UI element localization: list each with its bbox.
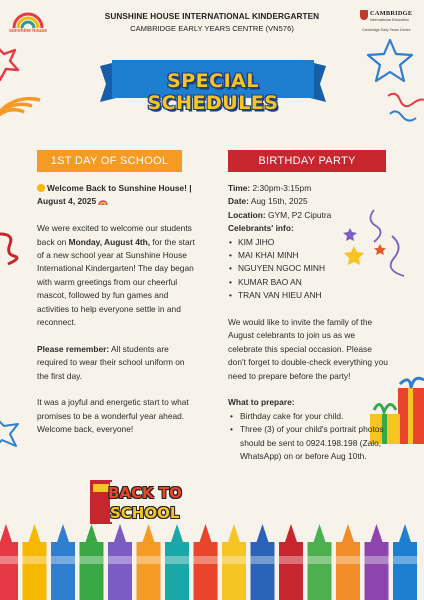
logo-text: sunshine house <box>8 28 48 34</box>
invite-paragraph: We would like to invite the family of the August celebrants to join us as we celebrate this special occasion. Please don't forget to double-check everything you need to prepare before the party! <box>228 317 388 381</box>
time-line <box>228 182 398 195</box>
list-item: • KUMAR BAO AN <box>228 276 398 289</box>
date-label: Date: <box>228 196 249 207</box>
crayon-icon <box>51 524 75 600</box>
celebrants-label-text: Celebrants' info: <box>228 223 294 234</box>
crayon-icon <box>279 524 303 600</box>
first-day-heading: 1ST DAY OF SCHOOL <box>37 150 182 172</box>
date-value: Aug 15th, 2025 <box>248 196 308 207</box>
prepare-list <box>228 410 388 464</box>
welcome-title: Welcome Back to Sunshine House! | August 4, 2025 <box>37 183 192 207</box>
list-item: • TRAN VAN HIEU ANH <box>228 289 398 302</box>
closing-paragraph: It was a joyful and energetic start to what promises to be a wonderful year ahead. Welcome back, everyone! <box>37 397 189 435</box>
welcome-paragraph <box>37 222 197 329</box>
list-item: • Three (3) of your child's portrait photos should be sent to 0924.198.198 (Zalo, WhatsApp) on or before Aug 10th. <box>228 423 388 463</box>
prepare-label <box>228 396 398 409</box>
crayon-icon <box>336 524 360 600</box>
crayon-icon <box>222 524 246 600</box>
welcome-text-a: We were excited to welcome our students back on <box>37 223 192 247</box>
time-label: Time: <box>228 183 251 193</box>
list-item: • Birthday cake for your child. <box>228 410 388 423</box>
crayon-icon <box>393 524 417 600</box>
rainbow-emoji-icon <box>98 198 108 205</box>
reminder-text: All students are required to wear their school uniform on the first day. <box>37 343 185 381</box>
school-subtitle: CAMBRIDGE EARLY YEARS CENTRE (VN576) <box>130 24 294 33</box>
welcome-text-b: for the start of a new school year at Sunshine House International Kindergarten! The day began with warm greetings from our cheerful mascot, followed by fun games and activities to help everyone settle in and reconnect. <box>37 236 195 328</box>
cambridge-name: CAMBRIDGE <box>370 10 413 17</box>
star-outline-icon <box>0 410 30 450</box>
crayon-icon <box>0 524 18 600</box>
cambridge-sub: International Education <box>370 18 409 22</box>
crayon-icon <box>80 524 104 600</box>
time-value: 2:30pm-3:15pm <box>250 183 312 193</box>
birthday-section <box>228 182 398 464</box>
list-item: • KIM JIHO <box>228 236 398 249</box>
school-name: SUNSHINE HOUSE INTERNATIONAL KINDERGARTEN <box>104 12 320 21</box>
rainbow-icon <box>0 92 46 132</box>
sticker-text-line1: BACK TO <box>108 484 182 502</box>
squiggle-decoration <box>0 230 22 266</box>
star-outline-icon <box>0 36 34 86</box>
welcome-line <box>37 182 197 209</box>
birthday-heading: BIRTHDAY PARTY <box>228 150 386 172</box>
cambridge-shield-icon <box>360 10 368 20</box>
crayon-icon <box>251 524 275 600</box>
crayon-icon <box>165 524 189 600</box>
reminder-paragraph <box>37 343 197 383</box>
sun-emoji-icon <box>37 184 45 192</box>
location-line <box>228 209 398 222</box>
date-line <box>228 195 398 208</box>
welcome-date: Monday, August 4th, <box>68 236 151 247</box>
crayon-icon <box>108 524 132 600</box>
page-title: SPECIAL SCHEDULES <box>147 70 279 114</box>
first-day-section <box>37 182 197 450</box>
cambridge-logo <box>360 8 420 34</box>
sticker-text-line2: SCHOOL <box>110 504 180 522</box>
prepare-label-text: What to prepare: <box>228 397 295 408</box>
cambridge-centre: Cambridge Early Years Centre <box>362 28 411 32</box>
location-label: Location: <box>228 209 266 220</box>
celebrants-list <box>228 236 398 303</box>
sunshine-logo-icon <box>6 6 50 30</box>
location-value: GYM, P2 Ciputra <box>265 209 332 220</box>
crayon-icon <box>194 524 218 600</box>
crayon-icon <box>308 524 332 600</box>
reminder-label: Please remember: <box>37 343 110 354</box>
list-item: • MAI KHAI MINH <box>228 249 398 262</box>
squiggle-decoration <box>386 90 424 124</box>
title-banner <box>100 58 326 114</box>
crayon-icon <box>23 524 47 600</box>
crayon-icon <box>365 524 389 600</box>
crayon-border <box>0 520 424 600</box>
crayon-icon <box>137 524 161 600</box>
star-outline-icon <box>366 38 416 88</box>
list-item: • NGUYEN NGOC MINH <box>228 262 398 275</box>
celebrants-label <box>228 222 398 235</box>
sunshine-logo <box>6 6 50 40</box>
